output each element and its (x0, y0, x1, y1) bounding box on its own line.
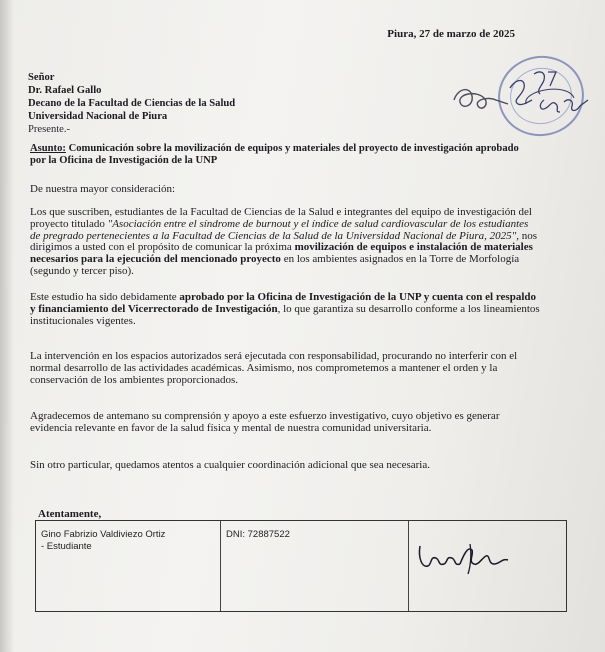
recipient-institution: Universidad Nacional de Piura (28, 111, 168, 122)
signatory-dni: DNI: 72887522 (226, 529, 290, 540)
subject-text: Comunicación sobre la movilización de equipos y materiales del proyecto de investigación aprobado por la Oficina de Investigación de la UNP (30, 143, 519, 166)
recipient-position: Decano de la Facultad de Ciencias de la Salud (28, 98, 236, 109)
greeting: De nuestra mayor consideración: (30, 183, 176, 195)
reception-stamp-handwriting (448, 60, 598, 140)
paragraph-1-middle: , nos dirigimos a usted con el propósito de comunicar la próxima (30, 229, 538, 254)
subject-label: Asunto: (30, 143, 66, 154)
recipient-salutation: Señor (28, 72, 55, 83)
handwritten-signature (412, 536, 522, 576)
subject-line (30, 143, 530, 167)
paragraph-2-intro: Este estudio ha sido debidamente (30, 291, 180, 303)
closing: Atentamente, (38, 508, 102, 520)
project-title: "Asociación entre el síndrome de burnout y el índice de salud cardiovascular de los estudiantes de pregrado pertenecientes a la Facultad de Ciencias de la Salud de la Universidad Nacional de Piura, 2025" (30, 217, 529, 242)
signatory-name: Gino Fabrizio Valdiviezo Ortiz (41, 529, 166, 540)
page-edge-shadow (0, 0, 14, 652)
paragraph-2 (30, 292, 540, 327)
signatory-role: - Estudiante (41, 541, 92, 552)
paragraph-3: La intervención en los espacios autorizados será ejecutada con responsabilidad, procurando no interferir con el normal desarrollo de las actividades académicas. Asimismo, nos comprometemos a mantener el orden y la conservación de los ambientes proporcionados. (30, 350, 518, 386)
letter-date: Piura, 27 de marzo de 2025 (387, 28, 515, 40)
signatory-cell (36, 521, 221, 611)
paragraph-2-emphasis: aprobado por la Oficina de Investigación de la UNP y cuenta con el respaldo y financiamiento del Vicerrectorado de Investigación (30, 291, 536, 315)
paragraph-5: Sin otro particular, quedamos atentos a cualquier coordinación adicional que sea necesaria. (30, 459, 430, 471)
paragraph-2-end: , lo que garantiza su desarrollo conforme a los lineamientos institucionales vigentes. (30, 302, 540, 327)
paragraph-1 (30, 207, 540, 278)
paragraph-4: Agradecemos de antemano su comprensión y apoyo a este esfuerzo investigativo, cuyo objetivo es generar evidencia relevante en favor de la salud física y mental de nuestra comunidad universitaria. (30, 410, 500, 434)
recipient-block (28, 71, 235, 136)
paragraph-1-intro: Los que suscriben, estudiantes de la Facultad de Ciencias de la Salud e integrantes del equipo de investigación del proyecto titulado (30, 206, 532, 230)
paragraph-1-end: en los ambientes asignados en la Torre de Morfología (segundo y tercer piso). (30, 253, 520, 277)
recipient-presente: Presente.- (28, 124, 71, 135)
paragraph-1-emphasis: movilización de equipos e instalación de materiales necesarios para la ejecución del mencionado proyecto (30, 241, 533, 266)
dni-cell (221, 521, 409, 611)
recipient-name: Dr. Rafael Gallo (28, 85, 102, 96)
